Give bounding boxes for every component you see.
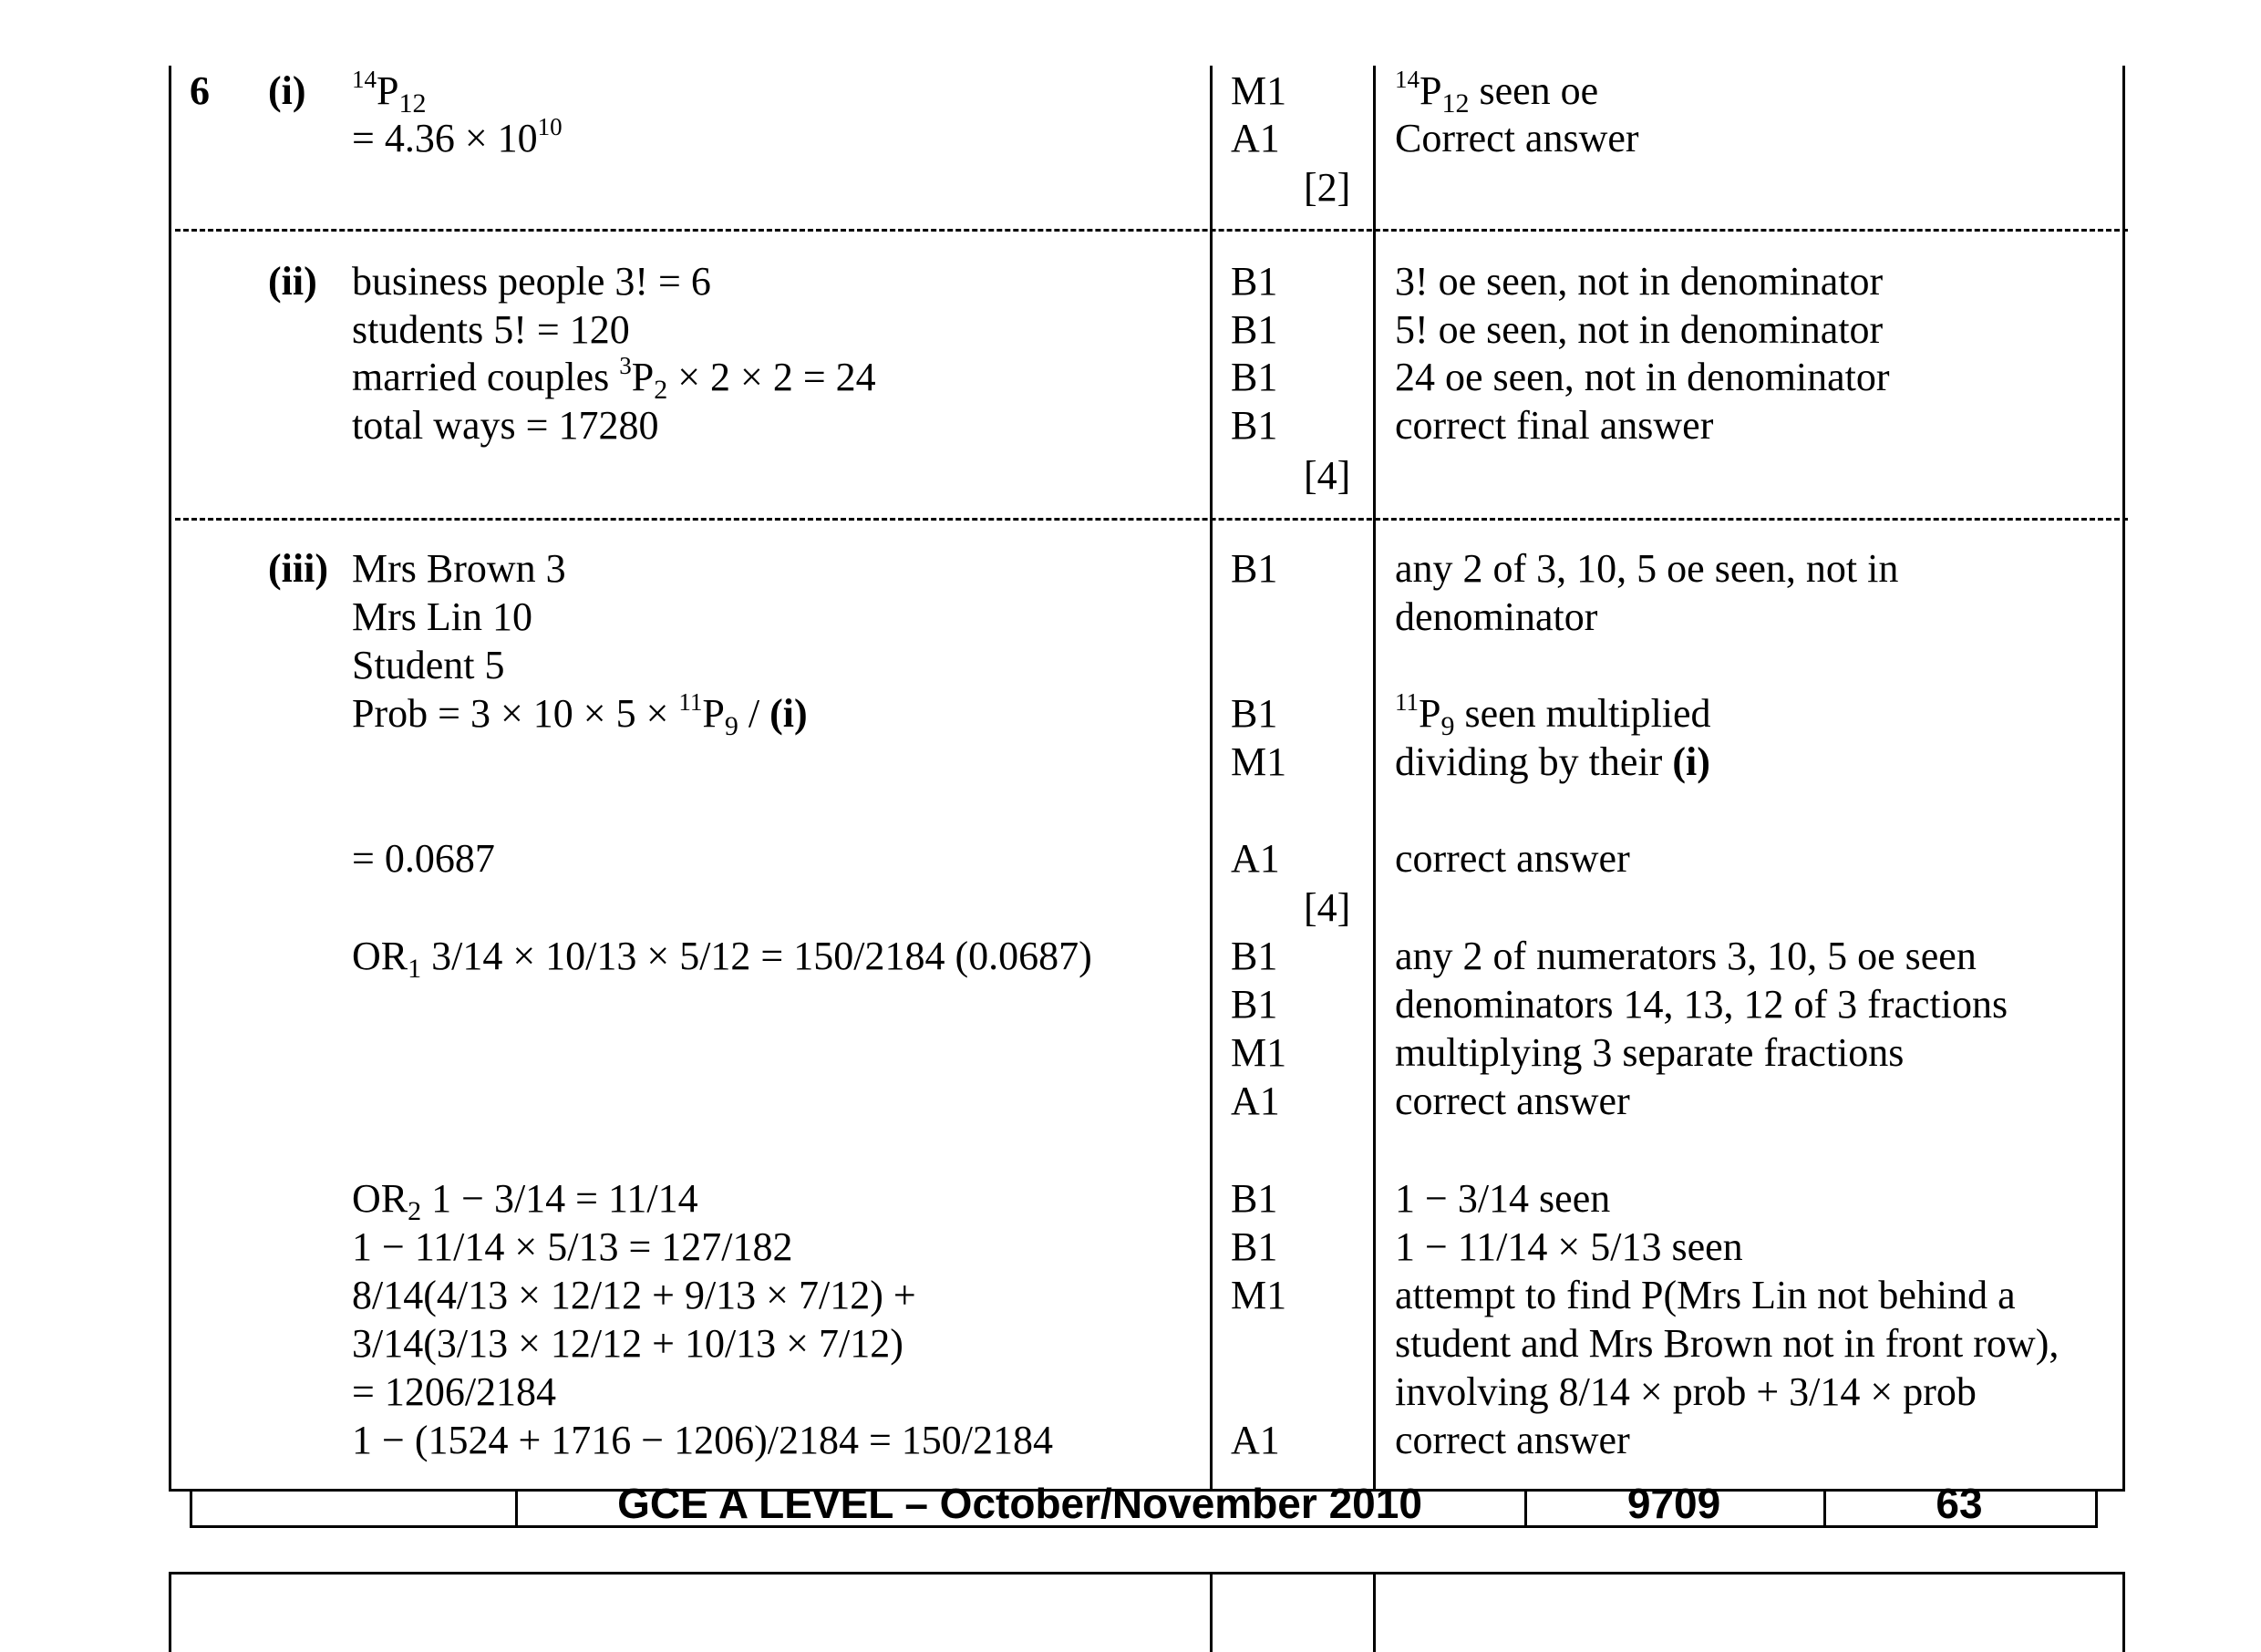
or2-mark: B1 [1231, 1176, 1278, 1221]
next-table-divider [1373, 1572, 1376, 1652]
footer-exam-title: GCE A LEVEL – October/November 2010 [617, 1480, 1422, 1527]
separator-i-ii [175, 229, 2128, 232]
or2-guidance: attempt to find P(Mrs Lin not behind a [1395, 1273, 2016, 1317]
part-ii-working: total ways = 17280 [352, 403, 659, 448]
part-ii-guidance: 3! oe seen, not in denominator [1395, 259, 1884, 304]
part-i-working-line1: $^{14}P_{12}$ [352, 66, 427, 119]
part-iii-working: Prob = $3 \times 10 \times 5 \times ^{11}P_9 / (i)$ [352, 688, 808, 741]
table-divider-guidance [1373, 66, 1376, 1491]
part-iii-guidance: dividing by their (i) [1395, 739, 1710, 784]
next-table-left [169, 1572, 171, 1652]
table-divider-marks [1210, 66, 1213, 1491]
part-iii-total: [4] [1304, 885, 1351, 930]
or1-guidance: multiplying 3 separate fractions [1395, 1030, 1905, 1075]
or1-mark: M1 [1231, 1030, 1287, 1075]
part-i-mark: A1 [1231, 116, 1280, 160]
footer-table-edge [2095, 1489, 2098, 1528]
part-i-guidance: Correct answer [1395, 116, 1639, 160]
part-i-mark: M1 [1231, 68, 1287, 113]
part-iii-guidance: any 2 of 3, 10, 5 oe seen, not in [1395, 546, 1899, 591]
part-ii-label: (ii) [268, 259, 317, 304]
part-iii-guidance: $^{11}P_9$ seen multiplied [1395, 688, 1711, 741]
part-i-label: (i) [268, 68, 306, 113]
or2-guidance: involving 8/14 × prob + 3/14 × prob [1395, 1369, 1977, 1414]
part-ii-working: students 5! = 120 [352, 307, 630, 352]
part-ii-mark: B1 [1231, 355, 1278, 399]
or1-working: $OR_1$ 3/14 × 10/13 × 5/12 = 150/2184 (0.0687) [352, 934, 1092, 984]
or2-working: $OR_2$ 1 − 3/14 = 11/14 [352, 1176, 698, 1226]
part-ii-mark: B1 [1231, 259, 1278, 304]
part-iii-guidance: correct answer [1395, 836, 1630, 881]
part-iii-label: (iii) [268, 546, 328, 591]
footer-syllabus-code: 9709 [1626, 1480, 1721, 1527]
part-iii-mark: A1 [1231, 836, 1280, 881]
part-ii-guidance: 24 oe seen, not in denominator [1395, 355, 1890, 399]
next-table-top [169, 1572, 2125, 1575]
part-iii-guidance: denominator [1395, 594, 1598, 639]
or1-guidance: denominators 14, 13, 12 of 3 fractions [1395, 982, 2008, 1027]
table-left-border [169, 66, 171, 1491]
part-i-total: [2] [1304, 165, 1351, 210]
separator-ii-iii [175, 518, 2128, 521]
part-iii-working: Mrs Lin 10 [352, 594, 532, 639]
part-ii-working: married couples $^3P_2 \times 2 \times 2 = 24$ [352, 352, 876, 405]
or2-guidance: correct answer [1395, 1418, 1630, 1462]
or1-guidance: any 2 of numerators 3, 10, 5 oe seen [1395, 934, 1977, 978]
or2-working: 1 − (1524 + 1716 − 1206)/2184 = 150/2184 [352, 1418, 1054, 1462]
or2-mark: M1 [1231, 1273, 1287, 1317]
part-i-working-line2: = $4.36 \times 10^{10}$ [352, 113, 563, 160]
or2-working: 1 − 11/14 × 5/13 = 127/182 [352, 1224, 793, 1269]
or1-guidance: correct answer [1395, 1079, 1630, 1123]
or1-mark: B1 [1231, 934, 1278, 978]
part-iii-mark: B1 [1231, 691, 1278, 736]
part-iii-working: = 0.0687 [352, 836, 495, 881]
question-number: 6 [190, 68, 210, 113]
table-right-border [2122, 66, 2125, 1491]
part-iii-mark: B1 [1231, 546, 1278, 591]
or2-guidance: student and Mrs Brown not in front row), [1395, 1321, 2060, 1366]
or2-guidance: 1 − 11/14 × 5/13 seen [1395, 1224, 1743, 1269]
part-ii-mark: B1 [1231, 307, 1278, 352]
or2-working: 8/14(4/13 × 12/12 + 9/13 × 7/12) + [352, 1273, 916, 1317]
next-table-right [2122, 1572, 2125, 1652]
or2-mark: B1 [1231, 1224, 1278, 1269]
or2-guidance: 1 − 3/14 seen [1395, 1176, 1611, 1221]
or2-working: 3/14(3/13 × 12/12 + 10/13 × 7/12) [352, 1321, 903, 1366]
next-table-divider [1210, 1572, 1213, 1652]
part-ii-guidance: 5! oe seen, not in denominator [1395, 307, 1884, 352]
or1-mark: A1 [1231, 1079, 1280, 1123]
part-i-guidance: $^{14}P_{12}$ seen oe [1395, 66, 1599, 119]
part-iii-working: Mrs Brown 3 [352, 546, 566, 591]
part-iii-working: Student 5 [352, 643, 505, 687]
footer-paper-number: 63 [1936, 1480, 1983, 1527]
part-ii-guidance: correct final answer [1395, 403, 1714, 448]
or2-mark: A1 [1231, 1418, 1280, 1462]
or1-mark: B1 [1231, 982, 1278, 1027]
part-ii-total: [4] [1304, 453, 1351, 498]
or2-working: = 1206/2184 [352, 1369, 557, 1414]
footer-table-edge [190, 1489, 192, 1528]
part-ii-working: business people 3! = 6 [352, 259, 711, 304]
part-ii-mark: B1 [1231, 403, 1278, 448]
part-iii-mark: M1 [1231, 739, 1287, 784]
